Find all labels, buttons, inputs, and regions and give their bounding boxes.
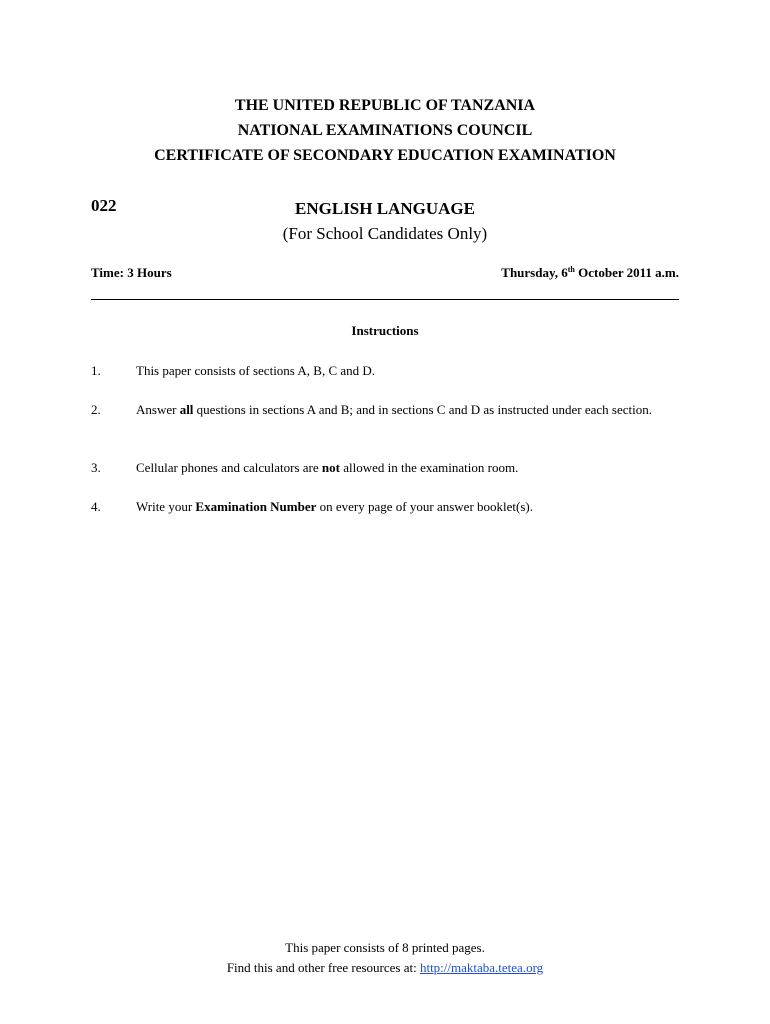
exam-header [0,93,770,168]
subject-block [0,196,770,246]
instruction-text: This paper consists of sections A, B, C and D. [136,363,376,378]
header-country: THE UNITED REPUBLIC OF TANZANIA [234,97,536,114]
meta-row [91,265,679,281]
candidates-note: (For School Candidates Only) [282,224,488,243]
instruction-number: 2. [91,402,101,417]
instruction-item [91,400,679,420]
instruction-item [91,497,679,517]
paper-code: 022 [91,196,117,215]
instruction-text: Write your Examination Number on every page of your answer booklet(s). [136,499,533,514]
resources-link[interactable]: http://maktaba.tetea.org [419,960,544,975]
instruction-text: Answer all questions in sections A and B; and in sections C and D as instructed under each section. [136,402,652,417]
instruction-number: 4. [91,499,101,514]
subject-title: ENGLISH LANGUAGE [295,199,475,218]
instruction-number: 1. [91,363,101,378]
instructions-heading: Instructions [351,323,419,338]
page-footer [0,938,770,978]
page-count: This paper consists of 8 printed pages. [285,940,485,955]
header-exam: CERTIFICATE OF SECONDARY EDUCATION EXAMINATION [154,147,616,164]
instruction-item [91,458,679,478]
exam-date: Thursday, 6th October 2011 a.m. [501,265,679,280]
header-council: NATIONAL EXAMINATIONS COUNCIL [237,122,533,139]
resources-line: Find this and other free resources at: http://maktaba.tetea.org [226,960,544,975]
exam-time: Time: 3 Hours [91,265,172,280]
instruction-text: Cellular phones and calculators are not allowed in the examination room. [136,460,519,475]
instruction-item [91,361,679,381]
header-divider [91,299,679,300]
instruction-number: 3. [91,460,101,475]
